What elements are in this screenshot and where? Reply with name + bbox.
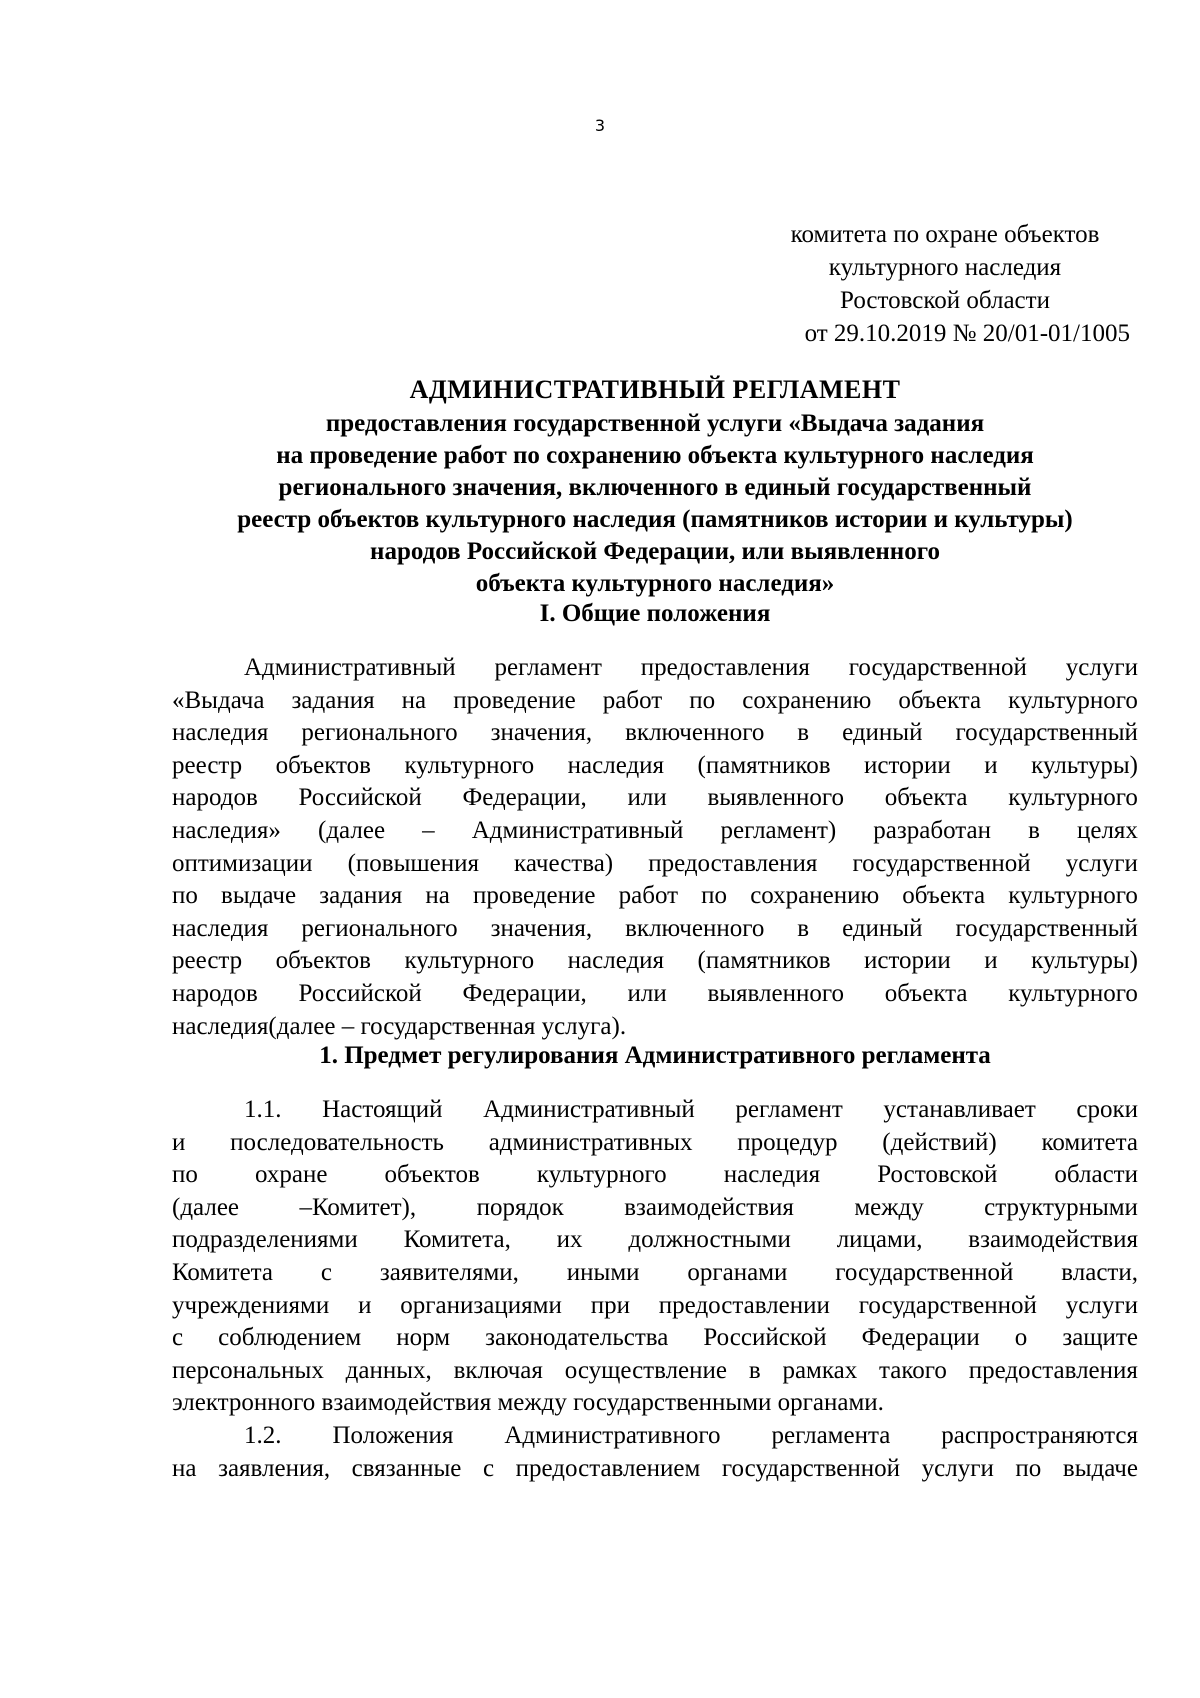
- word: государственной: [852, 849, 1031, 877]
- word: культурного: [1008, 784, 1138, 812]
- word: работ: [618, 882, 679, 910]
- word: культурного: [404, 751, 535, 779]
- word: Федерации: [861, 1324, 980, 1352]
- word: единый: [842, 719, 923, 747]
- paragraph-line: [172, 750, 1138, 783]
- word: культуры): [1031, 947, 1138, 975]
- paragraph-line: [172, 1420, 1138, 1453]
- word: объектов: [275, 947, 371, 975]
- word: заявления,: [218, 1454, 331, 1482]
- word: в: [748, 1356, 761, 1384]
- word: и: [172, 1128, 186, 1156]
- title-line: реестр объектов культурного наследия (памятников истории и культуры): [237, 506, 1073, 533]
- word: проведение: [453, 686, 576, 714]
- word: культурного: [404, 947, 535, 975]
- word: задания: [319, 882, 403, 910]
- word: единый: [842, 914, 923, 942]
- approval-block: [760, 218, 1130, 350]
- word: Административного: [504, 1422, 721, 1449]
- word: норм: [396, 1324, 451, 1352]
- title-line: народов Российской Федерации, или выявленного: [370, 538, 940, 565]
- word: по: [701, 882, 728, 910]
- word: выдаче: [1062, 1454, 1138, 1482]
- word: реестр: [172, 947, 243, 975]
- word: или: [627, 979, 667, 1007]
- word: культурного: [1008, 686, 1138, 714]
- word: культуры): [1031, 751, 1138, 779]
- word: предоставления: [640, 654, 810, 681]
- word: реестр: [172, 751, 243, 779]
- word: разработан: [873, 816, 991, 844]
- word: Российской: [298, 979, 422, 1007]
- word: выдаче: [221, 882, 297, 910]
- word: истории: [863, 751, 951, 779]
- word: их: [556, 1226, 583, 1254]
- word: Административный: [483, 1096, 695, 1123]
- word: учреждениями: [172, 1291, 330, 1319]
- word: сроки: [1076, 1096, 1138, 1123]
- document-title: [170, 374, 1140, 600]
- word: в: [797, 719, 810, 747]
- word: и: [984, 947, 998, 975]
- word: целях: [1076, 816, 1138, 844]
- word: структурными: [984, 1193, 1138, 1221]
- word: народов: [172, 784, 258, 812]
- word: включая: [453, 1356, 543, 1384]
- word: «Выдача: [172, 686, 265, 714]
- word: на: [401, 686, 427, 714]
- main-title: АДМИНИСТРАТИВНЫЙ РЕГЛАМЕНТ: [409, 375, 901, 404]
- word: выявленного: [707, 784, 844, 812]
- word: регламент: [494, 654, 602, 681]
- word: включенного: [625, 719, 765, 747]
- paragraph-line: [172, 913, 1138, 946]
- word: услуги: [1065, 849, 1138, 877]
- section-heading-general: I. Общие положения: [539, 600, 771, 627]
- word: иными: [566, 1258, 640, 1286]
- word: органами: [687, 1258, 788, 1286]
- word: Положения: [332, 1422, 454, 1449]
- paragraph-line: [172, 1159, 1138, 1192]
- word: заявителями,: [379, 1258, 519, 1286]
- word: (далее: [172, 1193, 240, 1221]
- word: культурного: [536, 1161, 667, 1189]
- word: государственный: [955, 719, 1138, 747]
- word: объекта: [884, 979, 968, 1007]
- paragraph-line: [172, 1224, 1138, 1257]
- word: устанавливает: [883, 1096, 1036, 1123]
- word: по: [172, 882, 198, 910]
- word: последовательность: [230, 1128, 444, 1156]
- word: на: [425, 882, 450, 910]
- word: комитета: [1041, 1128, 1138, 1156]
- word: с: [172, 1324, 184, 1352]
- word: (памятников: [697, 751, 831, 779]
- word: в: [1028, 816, 1040, 844]
- word: проведение: [473, 882, 596, 910]
- word: или: [627, 784, 667, 812]
- paragraph-line: [172, 815, 1138, 848]
- word: при: [590, 1291, 630, 1319]
- word: государственной: [848, 654, 1027, 681]
- word: оптимизации: [172, 849, 313, 877]
- word: (памятников: [697, 947, 831, 975]
- word: рамках: [782, 1356, 858, 1384]
- word: объекта: [902, 882, 986, 910]
- word: 1.1.: [244, 1096, 282, 1123]
- word: регламента: [771, 1422, 891, 1449]
- word: культурного: [1008, 979, 1138, 1007]
- word: предоставлением: [515, 1454, 701, 1482]
- word: задания: [291, 686, 375, 714]
- word: такого: [879, 1356, 947, 1384]
- word: должностными: [628, 1226, 791, 1254]
- paragraph-line: [172, 1290, 1138, 1323]
- paragraph-line: электронного взаимодействия между государственными органами.: [172, 1389, 884, 1417]
- word: сохранению: [742, 686, 872, 714]
- title-line: регионального значения, включенного в единый государственный: [278, 474, 1032, 501]
- word: по: [689, 686, 716, 714]
- word: взаимодействия: [624, 1193, 794, 1221]
- word: между: [854, 1193, 924, 1221]
- approval-line: комитета по охране объектов: [790, 221, 1100, 248]
- word: в: [797, 914, 810, 942]
- word: регионального: [301, 914, 458, 942]
- word: законодательства: [485, 1324, 669, 1352]
- word: (действий): [882, 1128, 997, 1156]
- word: распространяются: [941, 1422, 1138, 1449]
- word: (далее: [318, 816, 386, 844]
- word: связанные: [351, 1454, 462, 1482]
- word: значения,: [490, 719, 593, 747]
- word: объектов: [384, 1161, 480, 1189]
- word: объекта: [884, 784, 968, 812]
- paragraph-line: [172, 652, 1138, 685]
- approval-line: культурного наследия: [828, 254, 1062, 281]
- word: власти,: [1061, 1258, 1138, 1286]
- word: (повышения: [347, 849, 479, 877]
- word: по: [172, 1161, 198, 1189]
- word: наследия: [723, 1161, 821, 1189]
- word: –Комитет),: [299, 1193, 417, 1221]
- word: наследия: [567, 751, 665, 779]
- word: регионального: [301, 719, 458, 747]
- paragraph-line: наследия(далее – государственная услуга).: [172, 1012, 627, 1040]
- approval-line: Ростовской области: [840, 287, 1050, 314]
- paragraph-line: [172, 880, 1138, 913]
- word: подразделениями: [172, 1226, 358, 1254]
- word: лицами,: [836, 1226, 923, 1254]
- word: Российской: [703, 1324, 827, 1352]
- word: Комитета: [172, 1258, 274, 1286]
- word: Административный: [471, 816, 684, 844]
- word: государственный: [955, 914, 1138, 942]
- word: с: [320, 1258, 332, 1286]
- paragraph-line: [172, 978, 1138, 1011]
- word: взаимодействия: [968, 1226, 1138, 1254]
- word: наследия»: [172, 816, 281, 844]
- word: предоставления: [648, 849, 818, 877]
- paragraph-line: [172, 685, 1138, 718]
- paragraph-1-1: [172, 1094, 1138, 1420]
- word: Федерации,: [462, 784, 587, 812]
- word: государственной: [721, 1454, 901, 1482]
- word: с: [482, 1454, 495, 1482]
- word: области: [1054, 1161, 1138, 1189]
- paragraph-general: [172, 652, 1138, 1043]
- paragraph-line: [172, 782, 1138, 815]
- paragraph-line: [172, 945, 1138, 978]
- word: Настоящий: [322, 1096, 443, 1123]
- word: и: [984, 751, 998, 779]
- word: услуги: [921, 1454, 994, 1482]
- word: осуществление: [564, 1356, 727, 1384]
- word: предоставлении: [658, 1291, 830, 1319]
- paragraph-line: [172, 1127, 1138, 1160]
- word: объекта: [898, 686, 982, 714]
- word: Федерации,: [462, 979, 587, 1007]
- word: выявленного: [707, 979, 844, 1007]
- word: государственной: [835, 1258, 1014, 1286]
- word: объектов: [275, 751, 371, 779]
- word: регламент): [720, 816, 837, 844]
- paragraph-line: [172, 1094, 1138, 1127]
- word: народов: [172, 979, 258, 1007]
- paragraph-line: [172, 1192, 1138, 1225]
- word: порядок: [476, 1193, 564, 1221]
- word: наследия: [567, 947, 665, 975]
- section-heading-subject: 1. Предмет регулирования Административного регламента: [319, 1042, 991, 1069]
- word: защите: [1062, 1324, 1138, 1352]
- word: услуги: [1065, 654, 1138, 681]
- word: государственной: [858, 1291, 1037, 1319]
- word: и: [358, 1291, 372, 1319]
- page-number: 3: [594, 116, 606, 135]
- word: Ростовской: [877, 1161, 998, 1189]
- word: наследия: [172, 719, 269, 747]
- word: 1.2.: [244, 1422, 282, 1449]
- word: организациями: [400, 1291, 562, 1319]
- word: Российской: [298, 784, 422, 812]
- title-line: предоставления государственной услуги «Выдача задания: [325, 410, 985, 437]
- word: процедур: [737, 1128, 838, 1156]
- word: работ: [602, 686, 663, 714]
- word: персональных: [172, 1356, 324, 1384]
- word: Комитета,: [403, 1226, 511, 1254]
- word: охране: [254, 1161, 328, 1189]
- word: о: [1014, 1324, 1028, 1352]
- word: по: [1015, 1454, 1042, 1482]
- word: включенного: [625, 914, 765, 942]
- approval-date-line: от 29.10.2019 № 20/01-01/1005: [804, 320, 1130, 347]
- paragraph-line: [172, 1355, 1138, 1388]
- word: на: [172, 1454, 197, 1482]
- word: данных,: [345, 1356, 432, 1384]
- paragraph-line: [172, 717, 1138, 750]
- paragraph-line: [172, 848, 1138, 881]
- word: качества): [514, 849, 614, 877]
- title-line: объекта культурного наследия»: [475, 570, 835, 597]
- title-line: на проведение работ по сохранению объекта культурного наследия: [276, 442, 1034, 469]
- paragraph-line: [172, 1257, 1138, 1290]
- word: услуги: [1065, 1291, 1138, 1319]
- word: сохранению: [750, 882, 880, 910]
- paragraph-line: [172, 1453, 1138, 1486]
- word: административных: [488, 1128, 693, 1156]
- paragraph-1-2: [172, 1420, 1138, 1485]
- word: соблюдением: [218, 1324, 362, 1352]
- word: истории: [863, 947, 951, 975]
- word: наследия: [172, 914, 269, 942]
- word: культурного: [1008, 882, 1138, 910]
- paragraph-line: [172, 1322, 1138, 1355]
- word: предоставления: [968, 1356, 1138, 1384]
- word: значения,: [490, 914, 593, 942]
- word: –: [422, 816, 435, 844]
- word: регламент: [735, 1096, 843, 1123]
- word: Административный: [244, 654, 456, 681]
